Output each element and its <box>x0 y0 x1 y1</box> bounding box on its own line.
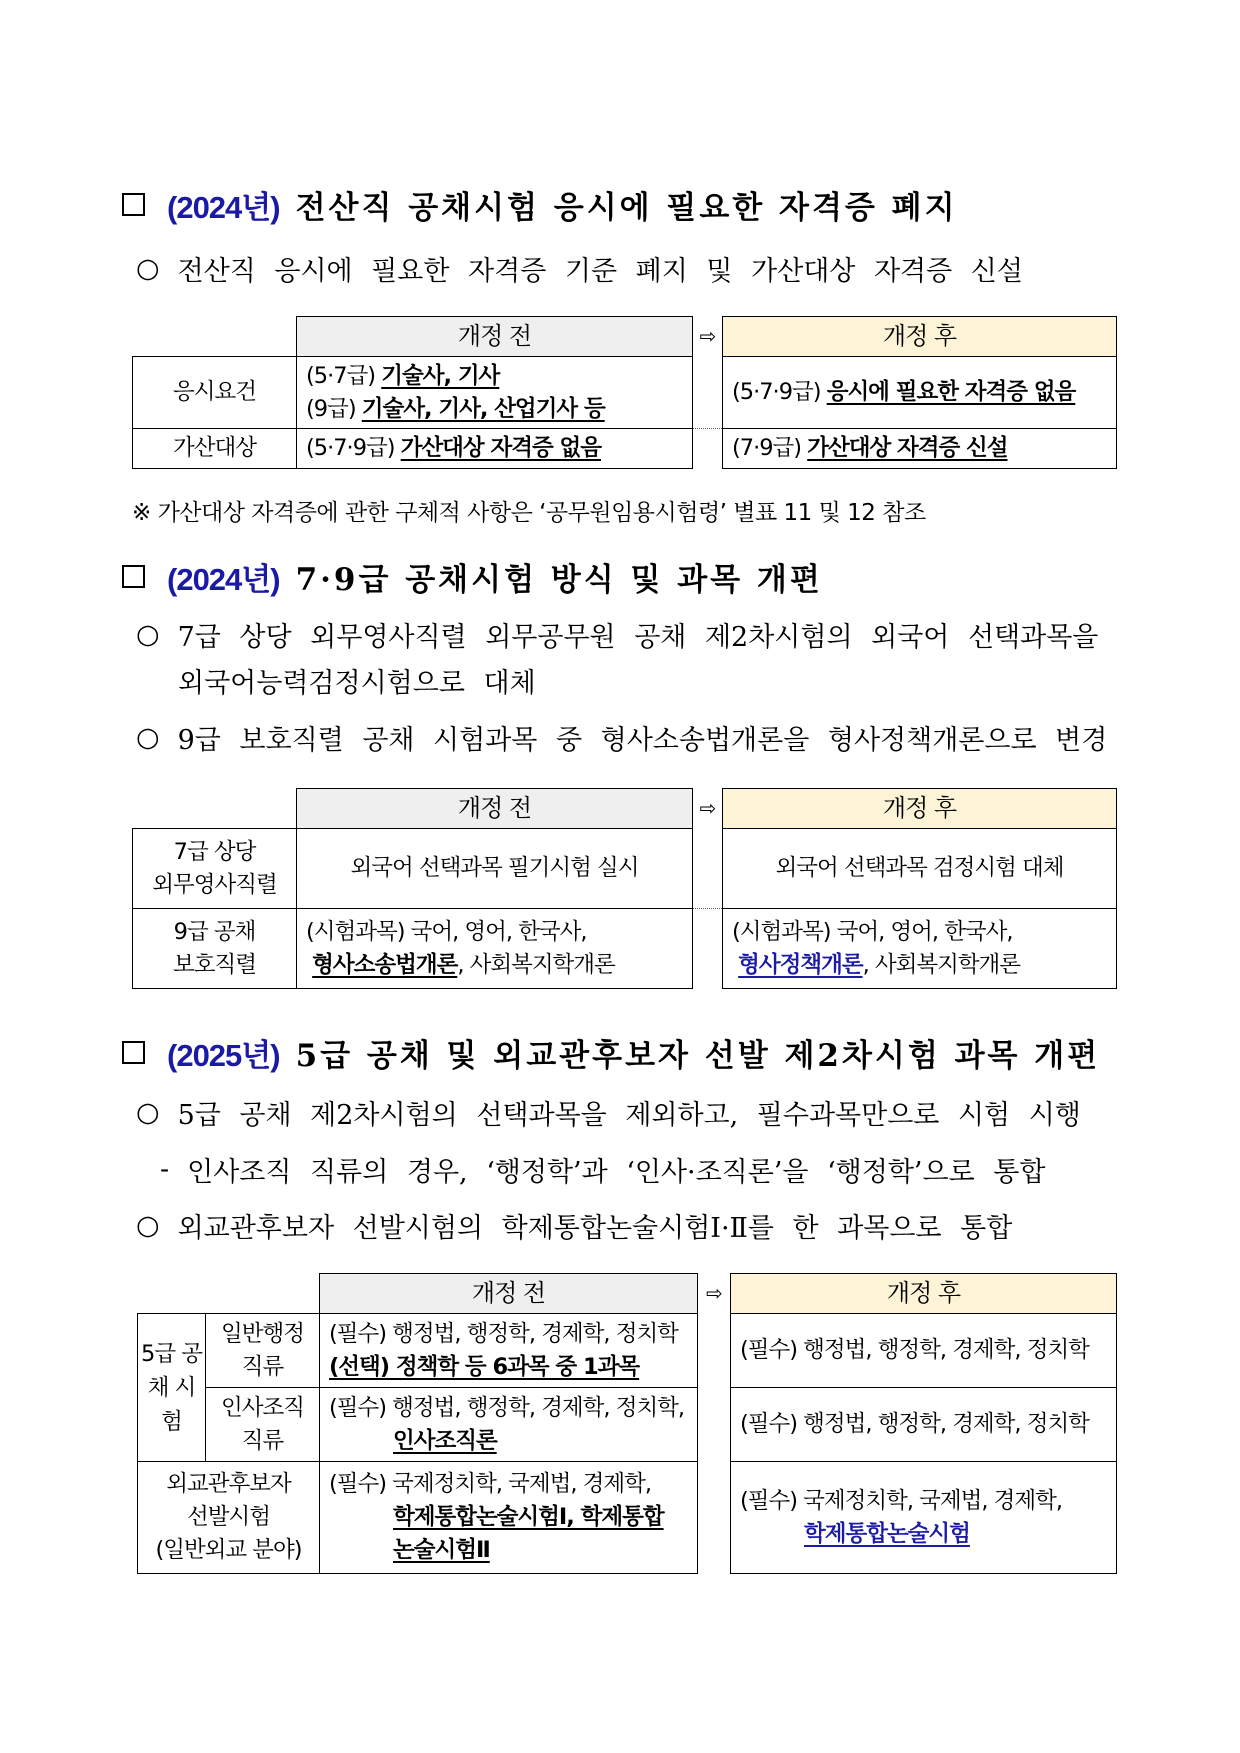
section3-year: (2025년) <box>167 1037 280 1073</box>
bullet-text: 5급 공채 제2차시험의 선택과목을 제외하고, 필수과목만으로 시험 시행 <box>177 1099 1081 1131</box>
section1-year: (2024년) <box>167 189 280 225</box>
group-label: 5급 공채 시험 <box>138 1314 206 1462</box>
section1-table <box>132 316 1117 469</box>
circle-bullet-icon: ○ <box>136 252 160 284</box>
cell-after: (필수) 국제정치학, 국제법, 경제학, 학제통합논술시험 <box>731 1462 1117 1574</box>
section3-title: 5급 공채 및 외교관후보자 선발 제2차시험 과목 개편 <box>295 1037 1101 1074</box>
circle-bullet-icon: ○ <box>136 1096 160 1128</box>
checkbox-icon <box>122 1041 145 1064</box>
section2-table <box>132 788 1117 989</box>
cell-before: (5·7급) 기술사, 기사 (9급) 기술사, 기사, 산업기사 등 <box>297 357 693 429</box>
arrow-right-icon: ⇨ <box>693 317 723 357</box>
header-after: 개정 후 <box>723 317 1117 357</box>
bullet-text: 전산직 응시에 필요한 자격증 기준 폐지 및 가산대상 자격증 신설 <box>177 255 1023 287</box>
bullet-text: 외교관후보자 선발시험의 학제통합논술시험Ⅰ·Ⅱ를 한 과목으로 통합 <box>177 1212 1013 1244</box>
checkbox-icon <box>122 565 145 588</box>
cell-after: (필수) 행정법, 행정학, 경제학, 정치학 <box>731 1388 1117 1462</box>
section2-title: 7·9급 공채시험 방식 및 과목 개편 <box>295 561 823 598</box>
section1-title: 전산직 공채시험 응시에 필요한 자격증 폐지 <box>295 189 958 226</box>
section2-heading <box>122 554 823 598</box>
section3-heading <box>122 1030 1100 1074</box>
section2-bullet1 <box>136 614 1098 654</box>
cell-after: (5·7·9급) 응시에 필요한 자격증 없음 <box>723 357 1117 429</box>
section3-bullet1 <box>136 1092 1081 1132</box>
cell-before: (시험과목) 국어, 영어, 한국사, 형사소송법개론, 사회복지학개론 <box>297 909 693 989</box>
sub-label: 인사조직 직류 <box>206 1388 320 1462</box>
section3-sub1 <box>160 1149 1045 1189</box>
cell-after: (시험과목) 국어, 영어, 한국사, 형사정책개론, 사회복지학개론 <box>723 909 1117 989</box>
section1-bullet1 <box>136 248 1023 288</box>
circle-bullet-icon: ○ <box>136 721 160 753</box>
dash-bullet: - <box>160 1153 170 1185</box>
row-label: 9급 공채 보호직렬 <box>133 909 297 989</box>
row-label: 외교관후보자 선발시험 (일반외교 분야) <box>138 1462 320 1574</box>
section3-bullet2 <box>136 1205 1012 1245</box>
section2-bullet2 <box>136 717 1107 757</box>
cell-after: (필수) 행정법, 행정학, 경제학, 정치학 <box>731 1314 1117 1388</box>
section1-note: ※ 가산대상 자격증에 관한 구체적 사항은 ‘공무원임용시험령’ 별표 11 및 12 참조 <box>132 499 926 526</box>
section3-table <box>137 1273 1117 1574</box>
cell-after: 외국어 선택과목 검정시험 대체 <box>723 829 1117 909</box>
arrow-right-icon: ⇨ <box>698 1274 731 1314</box>
cell-before: (필수) 행정법, 행정학, 경제학, 정치학, 인사조직론 <box>320 1388 698 1462</box>
header-after: 개정 후 <box>731 1274 1117 1314</box>
section2-bullet1-cont: 외국어능력검정시험으로 대체 <box>178 667 536 699</box>
section1-heading <box>122 182 958 226</box>
cell-after: (7·9급) 가산대상 자격증 신설 <box>723 429 1117 469</box>
row-label: 가산대상 <box>133 429 297 469</box>
cell-before: 외국어 선택과목 필기시험 실시 <box>297 829 693 909</box>
header-before: 개정 전 <box>297 789 693 829</box>
cell-before: (5·7·9급) 가산대상 자격증 없음 <box>297 429 693 469</box>
section2-year: (2024년) <box>167 561 280 597</box>
row-label: 응시요건 <box>133 357 297 429</box>
circle-bullet-icon: ○ <box>136 618 160 650</box>
checkbox-icon <box>122 193 145 216</box>
row-label: 7급 상당 외무영사직렬 <box>133 829 297 909</box>
header-before: 개정 전 <box>297 317 693 357</box>
sub-text: 인사조직 직류의 경우, ‘행정학’과 ‘인사·조직론’을 ‘행정학’으로 통합 <box>187 1156 1046 1188</box>
cell-before: (필수) 국제정치학, 국제법, 경제학, 학제통합논술시험Ⅰ, 학제통합 논술시험Ⅱ <box>320 1462 698 1574</box>
sub-label: 일반행정 직류 <box>206 1314 320 1388</box>
circle-bullet-icon: ○ <box>136 1209 160 1241</box>
bullet-text: 7급 상당 외무영사직렬 외무공무원 공채 제2차시험의 외국어 선택과목을 <box>177 621 1099 653</box>
header-after: 개정 후 <box>723 789 1117 829</box>
cell-before: (필수) 행정법, 행정학, 경제학, 정치학 (선택) 정책학 등 6과목 중 1과목 <box>320 1314 698 1388</box>
header-before: 개정 전 <box>320 1274 698 1314</box>
arrow-right-icon: ⇨ <box>693 789 723 829</box>
bullet-text: 9급 보호직렬 공채 시험과목 중 형사소송법개론을 형사정책개론으로 변경 <box>177 724 1108 756</box>
